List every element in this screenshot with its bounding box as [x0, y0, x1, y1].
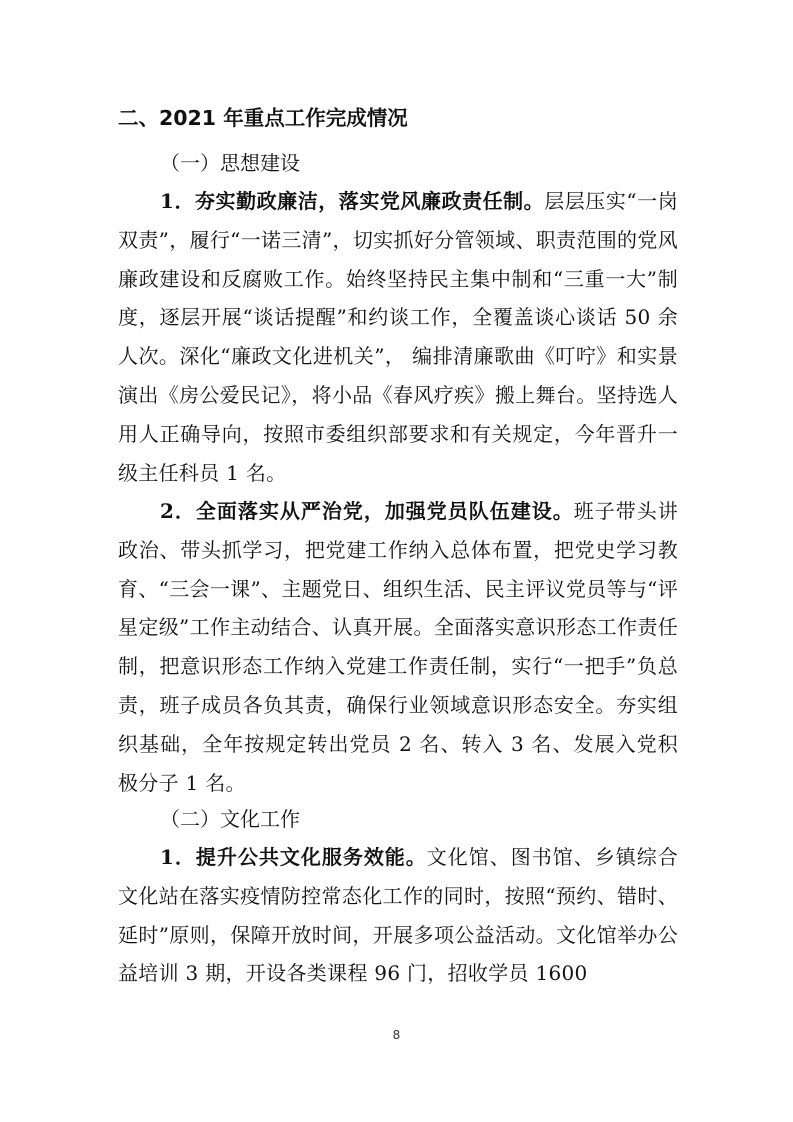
paragraph-public-culture [118, 838, 678, 993]
paragraph-body: 文化馆、图书馆、乡镇综合文化站在落实疫情防控常态化工作的同时，按照“预约、错时、延时”原则，保障开放时间，开展多项公益活动。文化馆举办公益培训 3 期，开设各类课程 96 门，招收学员 1600 [118, 845, 678, 986]
paragraph-body: 班子带头讲政治、带头抓学习，把党建工作纳入总体布置，把党史学习教育、“三会一课”、主题党日、组织生活、民主评议党员等与“评星定级”工作主动结合、认真开展。全面落实意识形态工作责任制，把意识形态工作纳入党建工作责任制，实行“一把手”负总责，班子成员各负其责，确保行业领域意识形态安全。夯实组织基础，全年按规定转出党员 2 名、转入 3 名、发展入党积极分子 1 名。 [118, 499, 678, 795]
subsection-title-ideology: （一）思想建设 [160, 151, 300, 175]
paragraph-lead: 2．全面落实从严治党，加强党员队伍建设。 [160, 499, 574, 523]
paragraph-party-discipline [118, 492, 678, 802]
section-heading: 二、2021 年重点工作完成情况 [118, 106, 408, 130]
paragraph-clean-governance [118, 182, 678, 492]
paragraph-lead: 1．提升公共文化服务效能。 [160, 845, 427, 869]
paragraph-body: 层层压实“一岗双责”，履行“一诺三清”，切实抓好分管领域、职责范围的党风廉政建设和反腐败工作。始终坚持民主集中制和“三重一大”制度，逐层开展“谈话提醒”和约谈工作，全覆盖谈心谈话 50 余人次。深化“廉政文化进机关”， 编排清廉歌曲《叮咛》和实景演出《房公爱民记》，将小品《春风疗疾》搬上舞台。坚持选人用人正确导向，按照市委组织部要求和有关规定，今年晋升一级主任科员 1 名。 [118, 189, 678, 485]
page-number: 8 [392, 1028, 401, 1042]
subsection-title-culture: （二）文化工作 [160, 807, 300, 831]
paragraph-lead: 1．夯实勤政廉洁，落实党风廉政责任制。 [160, 189, 545, 213]
